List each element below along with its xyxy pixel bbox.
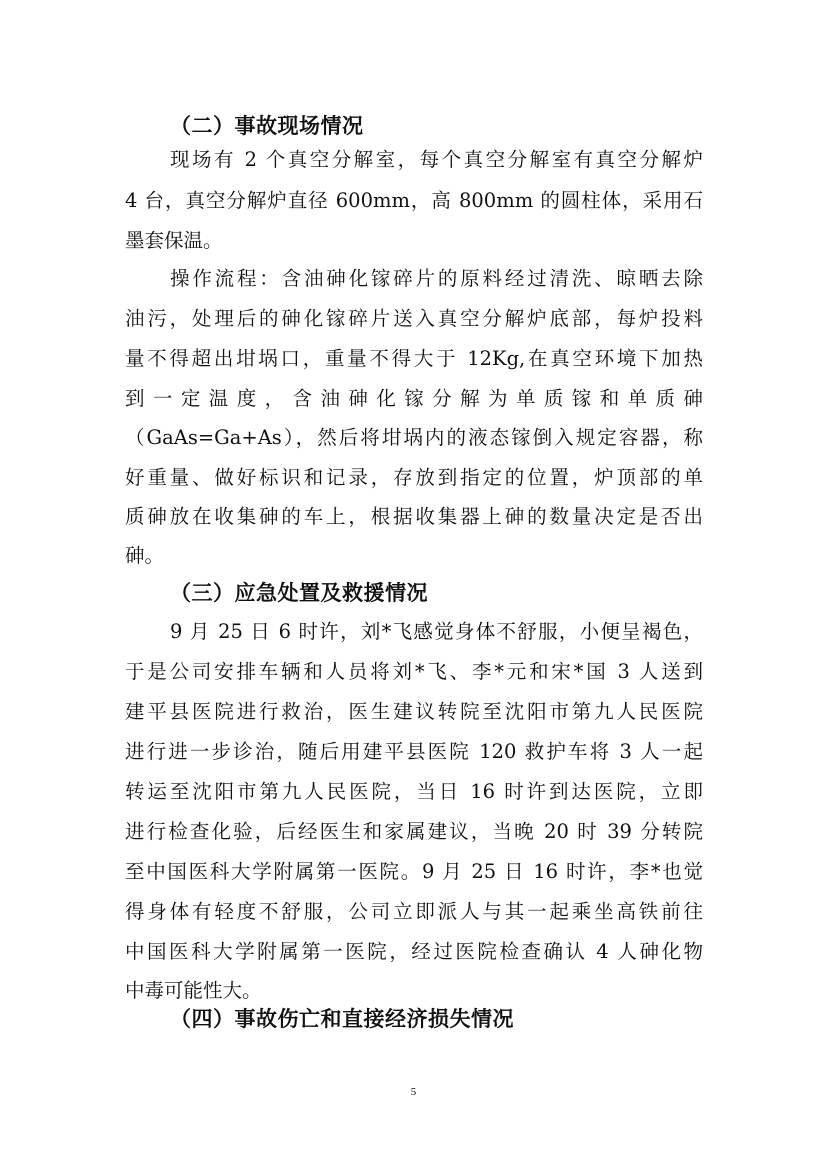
paragraph-line: 至中国医科大学附属第一医院。9 月 25 日 16 时许，李*也觉 <box>125 860 703 883</box>
paragraph-line: 操作流程：含油砷化镓碎片的原料经过清洗、晾晒去除 <box>170 267 703 290</box>
paragraph-line: 现场有 2 个真空分解室，每个真空分解室有真空分解炉 <box>170 148 703 171</box>
paragraph-line: 得身体有轻度不舒服，公司立即派人与其一起乘坐高铁前往 <box>125 900 703 923</box>
section-heading-2: （二）事故现场情况 <box>170 114 364 138</box>
paragraph-line: 质砷放在收集砷的车上，根据收集器上砷的数量决定是否出 <box>125 505 703 528</box>
section-heading-3: （三）应急处置及救援情况 <box>170 581 428 605</box>
paragraph-line: 量不得超出坩埚口，重量不得大于 12Kg,在真空环境下加热 <box>125 347 703 370</box>
paragraph-line: 到一定温度，含油砷化镓分解为单质镓和单质砷 <box>125 387 703 410</box>
paragraph-line: 4 台，真空分解炉直径 600mm，高 800mm 的圆柱体，采用石 <box>125 189 703 212</box>
paragraph-line: 于是公司安排车辆和人员将刘*飞、李*元和宋*国 3 人送到 <box>125 660 703 683</box>
paragraph-line: 9 月 25 日 6 时许，刘*飞感觉身体不舒服，小便呈褐色， <box>170 620 703 643</box>
section-heading-4: （四）事故伤亡和直接经济损失情况 <box>170 1007 514 1031</box>
paragraph-line: 中毒可能性大。 <box>125 979 262 1002</box>
paragraph-line: 进行检查化验，后经医生和家属建议，当晚 20 时 39 分转院 <box>125 820 703 843</box>
paragraph-line: 墨套保温。 <box>125 229 223 252</box>
paragraph-line: （GaAs=Ga+As），然后将坩埚内的液态镓倒入规定容器，称 <box>125 426 703 449</box>
paragraph-line: 建平县医院进行救治，医生建议转院至沈阳市第九人民医院 <box>125 700 703 723</box>
page-number: 5 <box>410 1086 417 1098</box>
paragraph-line: 好重量、做好标识和记录，存放到指定的位置，炉顶部的单 <box>125 466 703 489</box>
paragraph-line: 进行进一步诊治，随后用建平县医院 120 救护车将 3 人一起 <box>125 740 703 763</box>
paragraph-line: 油污，处理后的砷化镓碎片送入真空分解炉底部，每炉投料 <box>125 307 703 330</box>
paragraph-line: 转运至沈阳市第九人民医院，当日 16 时许到达医院，立即 <box>125 780 703 803</box>
paragraph-line: 中国医科大学附属第一医院，经过医院检查确认 4 人砷化物 <box>125 940 703 963</box>
paragraph-line: 砷。 <box>125 544 165 567</box>
